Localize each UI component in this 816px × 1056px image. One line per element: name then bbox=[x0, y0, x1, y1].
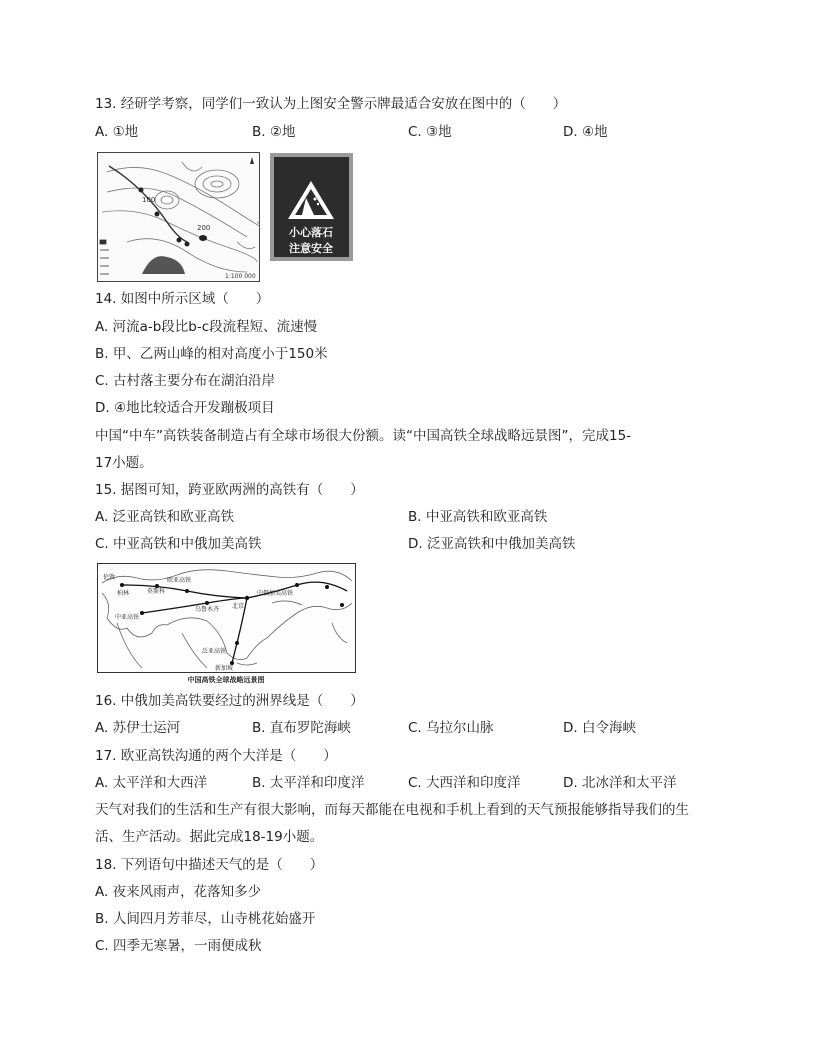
label-zhong-e-jia-mei-rail: 中俄加美高铁 bbox=[257, 590, 294, 597]
sign-text-line1: 小心落石 bbox=[289, 226, 333, 239]
sign-text-line2: 注意安全 bbox=[289, 242, 333, 255]
q16-stem: 16. 中俄加美高铁要经过的洲界线是（ ） bbox=[95, 693, 364, 709]
q18-option-a: A. 夜来风雨声，花落知多少 bbox=[95, 884, 262, 900]
q17-option-b: B. 太平洋和印度洋 bbox=[252, 775, 365, 791]
q18-option-c: C. 四季无寒暑，一雨便成秋 bbox=[95, 938, 262, 954]
q18-stem: 18. 下列语句中描述天气的是（ ） bbox=[95, 857, 324, 873]
label-urumqi: 乌鲁木齐 bbox=[195, 606, 220, 613]
label-beijing: 北京 bbox=[232, 603, 245, 610]
label-singapore: 新加坡 bbox=[215, 665, 234, 672]
intro-18-19-line1: 天气对我们的生活和生产有很大影响，而每天都能在电视和手机上看到的天气预报能够指导我们的生 bbox=[95, 802, 689, 818]
label-london: 伦敦 bbox=[103, 574, 116, 581]
intro-15-17-line1: 中国“中车”高铁装备制造占有全球市场很大份额。读“中国高铁全球战略远景图”，完成15- bbox=[95, 428, 632, 444]
intro-15-17-line2: 17小题。 bbox=[95, 455, 153, 471]
q17-option-a: A. 太平洋和大西洋 bbox=[95, 775, 208, 791]
map-scale: 1:100 000 bbox=[225, 273, 256, 280]
q15-option-a: A. 泛亚高铁和欧亚高铁 bbox=[95, 509, 235, 525]
q14-option-a: A. 河流a-b段比b-c段流程短、流速慢 bbox=[95, 319, 318, 335]
q14-option-c: C. 古村落主要分布在湖泊沿岸 bbox=[95, 373, 276, 389]
q13-stem: 13. 经研学考察，同学们一致认为上图安全警示牌最适合安放在图中的（ ） bbox=[95, 96, 567, 112]
topographic-map bbox=[97, 152, 260, 282]
intro-18-19-line2: 活、生产活动。据此完成18-19小题。 bbox=[95, 829, 324, 845]
q13-option-a: A. ①地 bbox=[95, 124, 139, 140]
label-berlin: 柏林 bbox=[117, 590, 130, 597]
q18-option-b: B. 人间四月芳菲尽，山寺桃花始盛开 bbox=[95, 911, 316, 927]
rail-strategy-map bbox=[97, 563, 356, 685]
q13-option-b: B. ②地 bbox=[252, 124, 296, 140]
q16-option-a: A. 苏伊士运河 bbox=[95, 720, 181, 736]
q14-option-b: B. 甲、乙两山峰的相对高度小于150米 bbox=[95, 346, 328, 362]
q16-option-d: D. 白令海峡 bbox=[563, 720, 636, 736]
contour-label-100: 100 bbox=[142, 196, 156, 204]
q17-option-d: D. 北冰洋和太平洋 bbox=[563, 775, 677, 791]
q16-option-b: B. 直布罗陀海峡 bbox=[252, 720, 351, 736]
label-zhongya-rail: 中亚高铁 bbox=[115, 614, 140, 621]
q14-option-d: D. ④地比较适合开发蹦极项目 bbox=[95, 400, 275, 416]
label-fanya-rail: 泛亚高铁 bbox=[202, 648, 227, 655]
q15-option-b: B. 中亚高铁和欧亚高铁 bbox=[408, 509, 548, 525]
q14-stem: 14. 如图中所示区域（ ） bbox=[95, 291, 270, 307]
warning-sign bbox=[270, 153, 353, 261]
q17-stem: 17. 欧亚高铁沟通的两个大洋是（ ） bbox=[95, 748, 337, 764]
label-ouya-rail: 欧亚高铁 bbox=[167, 577, 192, 584]
q15-option-d: D. 泛亚高铁和中俄加美高铁 bbox=[408, 536, 576, 552]
label-moscow: 莫斯科 bbox=[147, 588, 166, 595]
q15-stem: 15. 据图可知，跨亚欧两洲的高铁有（ ） bbox=[95, 482, 364, 498]
q16-option-c: C. 乌拉尔山脉 bbox=[408, 720, 494, 736]
q13-option-d: D. ④地 bbox=[563, 124, 608, 140]
rail-map-caption: 中国高铁全球战略远景图 bbox=[187, 676, 265, 684]
q13-option-c: C. ③地 bbox=[408, 124, 452, 140]
q15-option-c: C. 中亚高铁和中俄加美高铁 bbox=[95, 536, 262, 552]
contour-label-200: 200 bbox=[197, 224, 211, 232]
q17-option-c: C. 大西洋和印度洋 bbox=[408, 775, 521, 791]
